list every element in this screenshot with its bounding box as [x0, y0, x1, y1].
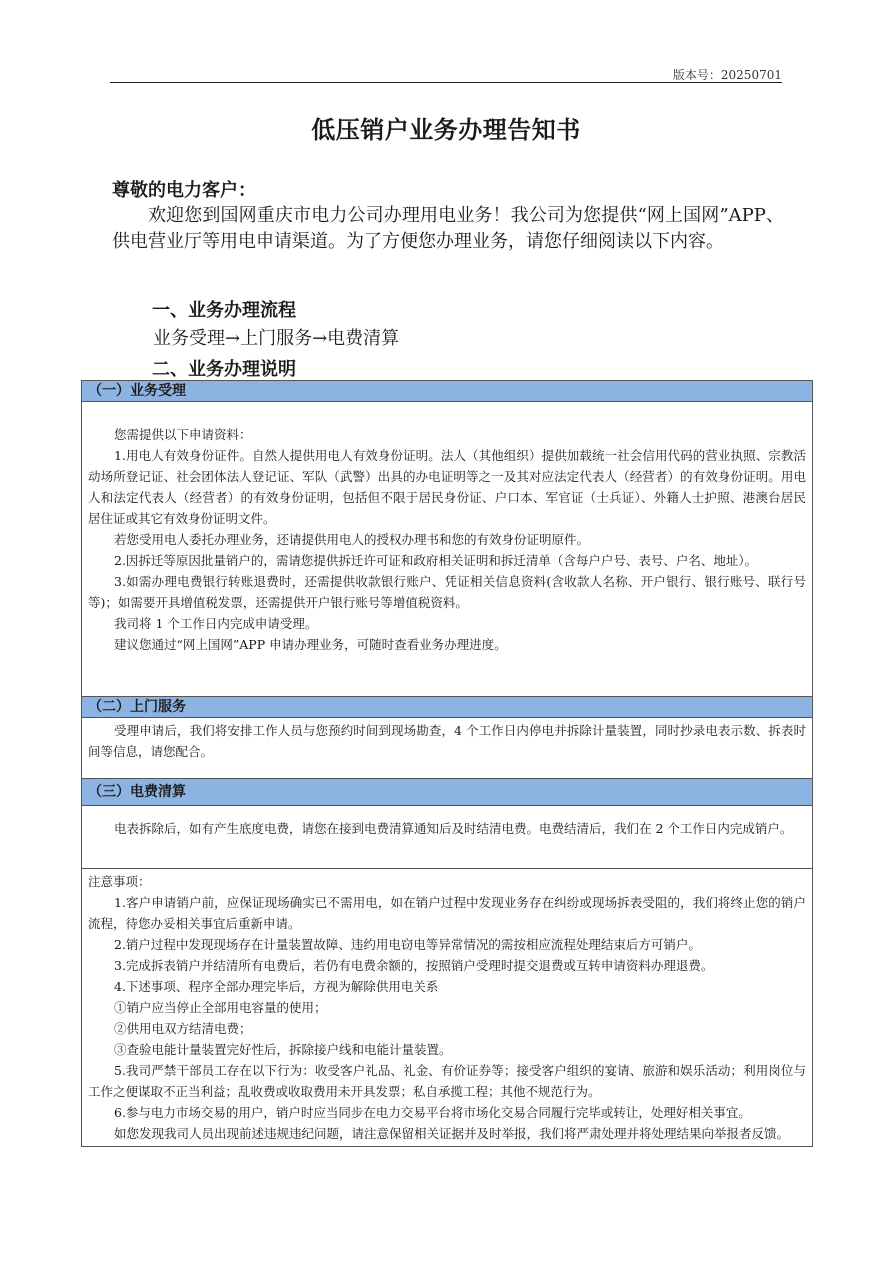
- notes-row: [82, 869, 813, 1147]
- block-header-settlement: [82, 779, 813, 806]
- block-title: （二）上门服务: [82, 697, 813, 718]
- block-body-acceptance: [82, 402, 813, 697]
- paragraph: 2.因拆迁等原因批量销户的，需请您提供拆迁许可证和政府相关证明和拆迁清单（含每户户号、表号、户名、地址）。: [114, 553, 758, 568]
- note-item: ③查验电能计量装置完好性后，拆除接户线和电能计量装置。: [114, 1042, 452, 1057]
- instructions-table: [81, 380, 813, 1147]
- paragraph: 电表拆除后，如有产生底度电费，请您在接到电费清算通知后及时结清电费。电费结清后，我们在 2 个工作日内完成销户。: [114, 821, 793, 836]
- note-item: ②供用电双方结清电费；: [114, 1021, 252, 1036]
- block-content: [82, 402, 813, 697]
- paragraph: 您需提供以下申请资料：: [114, 427, 252, 442]
- paragraph: 建议您通过“网上国网”APP 申请办理业务，可随时查看业务办理进度。: [114, 637, 507, 652]
- notes-title: 注意事项：: [88, 874, 151, 889]
- version-number: 版本号：20250701: [672, 68, 782, 82]
- note-item: 1.客户申请销户前，应保证现场确实已不需用电，如在销户过程中发现业务存在纠纷或现场拆表受阻的，我们将终止您的销户流程，待您办妥相关事宜后重新申请。: [88, 895, 806, 931]
- note-item: ①销户应当停止全部用电容量的使用；: [114, 1000, 327, 1015]
- section-2-heading: 二、业务办理说明: [152, 359, 296, 380]
- block-content: [82, 718, 813, 779]
- notes-content: [82, 869, 813, 1147]
- block-body-onsite-service: [82, 718, 813, 779]
- process-flow: 业务受理→上门服务→电费清算: [153, 328, 400, 349]
- block-header-acceptance: [82, 381, 813, 402]
- block-title: （三）电费清算: [82, 779, 813, 806]
- paragraph: 若您受用电人委托办理业务，还请提供用电人的授权办理书和您的有效身份证明原件。: [114, 532, 590, 547]
- block-body-settlement: [82, 806, 813, 869]
- intro-paragraph: 欢迎您到国网重庆市电力公司办理用电业务！我公司为您提供“网上国网”APP、供电营业厅等用电申请渠道。为了方便您办理业务，请您仔细阅读以下内容。: [112, 205, 784, 252]
- paragraph: 1.用电人有效身份证件。自然人提供用电人有效身份证明。法人（其他组织）提供加载统一社会信用代码的营业执照、宗教活动场所登记证、社会团体法人登记证、军队（武警）出具的办电证明等之一及其对应法定代表人（经营者）的有效身份证明。用电人和法定代表人（经营者）的有效身份证明，包括但不限于居民身份证、户口本、军官证（士兵证）、外籍人士护照、港澳台居民居住证或其它有效身份证明文件。: [88, 448, 806, 526]
- note-item: 3.完成拆表销户并结清所有电费后，若仍有电费余额的，按照销户受理时提交退费或互转申请资料办理退费。: [114, 958, 714, 973]
- block-content: [82, 806, 813, 869]
- block-header-onsite-service: [82, 697, 813, 718]
- note-item: 4.下述事项、程序全部办理完毕后，方视为解除供用电关系: [114, 979, 439, 994]
- note-item: 5.我司严禁干部员工存在以下行为：收受客户礼品、礼金、有价证券等；接受客户组织的宴请、旅游和娱乐活动；利用岗位与工作之便谋取不正当利益；乱收费或收取费用未开具发票；私自承揽工程；其他不规范行为。: [88, 1063, 806, 1099]
- section-1-heading: 一、业务办理流程: [152, 300, 296, 321]
- greeting: 尊敬的电力客户：: [112, 180, 256, 201]
- intro-text: [112, 203, 784, 255]
- note-item: 2.销户过程中发现现场存在计量装置故障、违约用电窃电等异常情况的需按相应流程处理结束后方可销户。: [114, 937, 701, 952]
- paragraph: 受理申请后，我们将安排工作人员与您预约时间到现场勘查，4 个工作日内停电并拆除计量装置，同时抄录电表示数、拆表时间等信息，请您配合。: [88, 723, 806, 759]
- block-title: （一）业务受理: [82, 381, 813, 402]
- note-item: 6.参与电力市场交易的用户，销户时应当同步在电力交易平台将市场化交易合同履行完毕或转让，处理好相关事宜。: [114, 1105, 751, 1120]
- note-item: 如您发现我司人员出现前述违规违纪问题，请注意保留相关证据并及时举报，我们将严肃处理并将处理结果向举报者反馈。: [114, 1126, 790, 1141]
- header-divider: [110, 82, 782, 83]
- paragraph: 3.如需办理电费银行转账退费时，还需提供收款银行账户、凭证相关信息资料(含收款人名称、开户银行、银行账号、联行号等)；如需要开具增值税发票，还需提供开户银行账号等增值税资料。: [88, 574, 806, 610]
- page-title: 低压销户业务办理告知书: [311, 116, 581, 144]
- paragraph: 我司将 1 个工作日内完成申请受理。: [114, 616, 318, 631]
